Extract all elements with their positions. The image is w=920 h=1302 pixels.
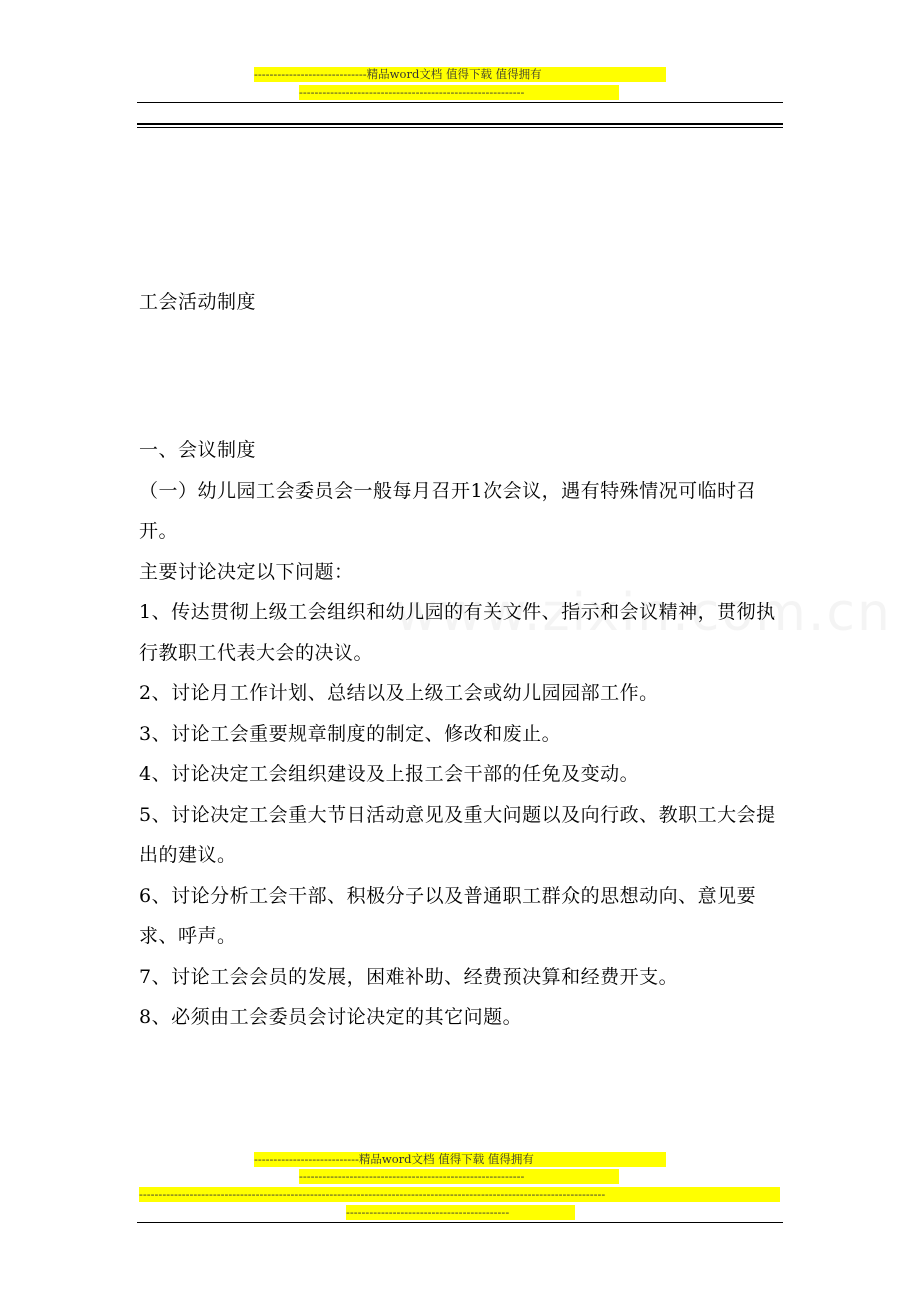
paragraph-4: 2、讨论月工作计划、总结以及上级工会或幼儿园园部工作。 — [139, 682, 659, 704]
header-rule-thin — [137, 102, 783, 103]
paragraph-8: 6、讨论分析工会干部、积极分子以及普通职工群众的思想动向、意见要求、呼声。 — [139, 884, 757, 947]
footer-banner-line-2: ---------------------------------------------------------- — [299, 1169, 619, 1184]
paragraph-5: 3、讨论工会重要规章制度的制定、修改和废止。 — [139, 722, 562, 745]
header-banner-line-1: -----------------------------精品word文档 值得下载 值得拥有 — [254, 67, 666, 82]
footer-banner-line-4: ------------------------------------------ — [346, 1205, 575, 1220]
paragraph-2: 主要讨论决定以下问题： — [139, 560, 354, 583]
paragraph-3: 1、传达贯彻上级工会组织和幼儿园的有关文件、指示和会议精神，贯彻执行教职工代表大会的决议。 — [139, 601, 776, 664]
header-rule-double — [137, 127, 783, 128]
document-body — [139, 430, 785, 1038]
footer-banner-line-3: ------------------------------------------------------------------------------------------------------------------------ — [139, 1187, 780, 1202]
footer-rule — [137, 1222, 783, 1223]
paragraph-6: 4、讨论决定工会组织建设及上报工会干部的任免及变动。 — [139, 763, 640, 785]
section-heading: 一、会议制度 — [139, 439, 257, 461]
header-banner-line-2: ---------------------------------------------------------- — [299, 85, 619, 100]
paragraph-9: 7、讨论工会会员的发展，困难补助、经费预决算和经费开支。 — [139, 965, 679, 988]
paragraph-10: 8、必须由工会委员会讨论决定的其它问题。 — [139, 1006, 523, 1028]
paragraph-7: 5、讨论决定工会重大节日活动意见及重大问题以及向行政、教职工大会提出的建议。 — [139, 803, 776, 866]
document-title: 工会活动制度 — [139, 291, 257, 313]
paragraph-1: （一）幼儿园工会委员会一般每月召开1次会议，遇有特殊情况可临时召开。 — [139, 479, 757, 542]
footer-banner-line-1: ---------------------------精品word文档 值得下载 值得拥有 — [254, 1152, 666, 1167]
header-rule-thick — [137, 123, 783, 125]
